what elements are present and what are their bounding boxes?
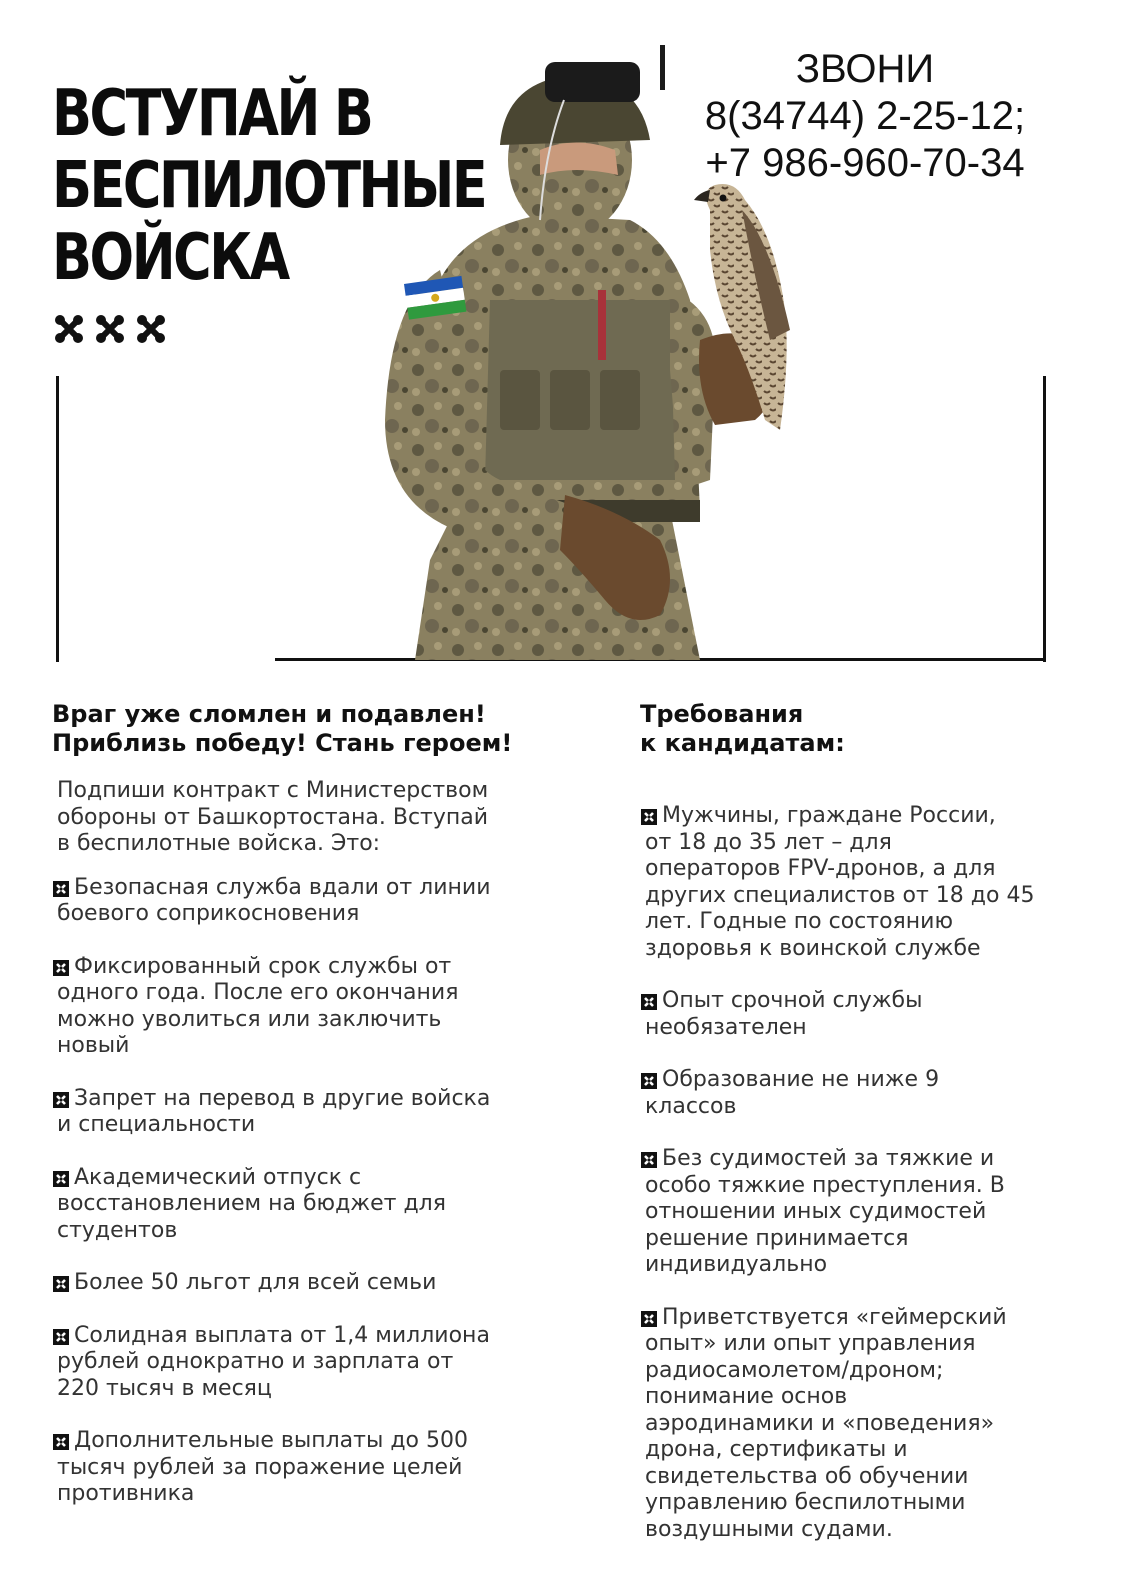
item-line: восстановлением на бюджет для (57, 1191, 446, 1216)
item-line: индивидуально (645, 1252, 828, 1277)
item-line: необязателен (645, 1014, 807, 1040)
requirements-heading (640, 700, 1080, 758)
requirements-column (640, 700, 1080, 1569)
item-line: Солидная выплата от 1,4 миллиона (74, 1322, 490, 1348)
checker-box-icon (52, 1275, 70, 1293)
item-line: можно уволиться или заключить (57, 1006, 442, 1032)
item-line: радиосамолетом/дроном; (645, 1357, 944, 1383)
headline (52, 77, 486, 295)
item-line: лет. Годные по состоянию (645, 909, 953, 934)
benefit-item (52, 1270, 592, 1297)
phone-number[interactable]: +7 986-960-70-34 (705, 141, 1025, 185)
checker-box-icon (640, 808, 658, 826)
benefit-item (52, 954, 592, 1060)
item-line: и специальности (57, 1112, 256, 1137)
item-line: аэродинамики и «поведения» (645, 1410, 995, 1436)
benefit-item (52, 1428, 592, 1508)
checker-box-icon (52, 1091, 70, 1109)
item-line: дрона, сертификаты и (645, 1437, 908, 1462)
requirement-item (640, 1305, 1080, 1544)
intro-line: в беспилотные войска. Это: (57, 831, 381, 856)
phone-number[interactable]: 8(34744) 2-25-12; (704, 94, 1026, 138)
checker-box-icon (640, 1072, 658, 1090)
benefit-item (52, 1165, 592, 1245)
item-line: Запрет на перевод в другие войска (74, 1085, 491, 1111)
requirement-item (640, 803, 1080, 962)
item-line: Фиксированный срок службы от (74, 953, 452, 979)
requirement-item (640, 1067, 1080, 1120)
benefit-item (52, 1323, 592, 1403)
item-line: других специалистов от 18 до 45 (645, 882, 1035, 908)
item-line: тысяч рублей за поражение целей (57, 1454, 463, 1480)
requirement-item (640, 988, 1080, 1041)
item-line: Мужчины, граждане России, (662, 803, 996, 828)
checker-box-icon (52, 959, 70, 977)
item-line: противника (57, 1481, 195, 1506)
checker-box-icon (640, 1151, 658, 1169)
item-line: особо тяжкие преступления. В (645, 1172, 1005, 1198)
item-line: Академический отпуск с (74, 1164, 362, 1190)
checker-box-icon (640, 1310, 658, 1328)
item-line: отношении иных судимостей (645, 1199, 987, 1224)
item-line: рублей однократно и зарплата от (57, 1349, 454, 1374)
item-line: Дополнительные выплаты до 500 (74, 1428, 468, 1453)
item-line: Без судимостей за тяжкие и (662, 1146, 995, 1171)
item-line: от 18 до 35 лет – для (645, 829, 892, 855)
item-line: свидетельства об обучении (645, 1463, 969, 1489)
headline-line: ВОЙСКА (52, 221, 288, 295)
checker-box-icon (640, 993, 658, 1011)
item-line: Более 50 льгот для всей семьи (74, 1270, 437, 1295)
item-line: управлению беспилотными (645, 1490, 966, 1515)
item-line: студентов (57, 1217, 178, 1243)
heading-line: Враг уже сломлен и подавлен! (52, 700, 486, 728)
item-line: воздушными судами. (645, 1516, 893, 1542)
heading-line: к кандидатам: (640, 729, 845, 757)
frame-line (1043, 376, 1046, 662)
intro-line: Подпиши контракт с Министерством (57, 778, 489, 803)
item-line: одного года. После его окончания (57, 980, 459, 1005)
item-line: решение принимается (645, 1225, 909, 1251)
benefits-column (52, 700, 592, 1534)
item-line: новый (57, 1033, 130, 1058)
benefit-item (52, 875, 592, 928)
intro-line: обороны от Башкортостана. Вступай (57, 804, 489, 830)
item-line: Образование не ниже 9 (662, 1067, 940, 1092)
headline-line: ВСТУПАЙ В (52, 77, 372, 151)
item-line: здоровья к воинской службе (645, 935, 981, 961)
benefits-heading (52, 700, 592, 758)
checker-box-icon (52, 1170, 70, 1188)
item-line: понимание основ (645, 1384, 848, 1409)
item-line: опыт» или опыт управления (645, 1331, 976, 1356)
checker-box-icon (52, 1328, 70, 1346)
item-line: 220 тысяч в месяц (57, 1375, 272, 1401)
headline-line: БЕСПИЛОТНЫЕ (52, 149, 486, 223)
requirement-item (640, 1146, 1080, 1279)
heading-line: Приблизь победу! Стань героем! (52, 729, 513, 757)
frame-line (56, 376, 59, 662)
intro-text (57, 778, 592, 858)
checker-box-icon (52, 1433, 70, 1451)
item-line: операторов FPV-дронов, а для (645, 856, 996, 881)
call-label: ЗВОНИ (795, 47, 935, 91)
heading-line: Требования (640, 700, 804, 728)
item-line: Безопасная служба вдали от линии (74, 874, 491, 900)
item-line: Приветствуется «геймерский (662, 1304, 1007, 1330)
benefit-item (52, 1086, 592, 1139)
item-line: классов (645, 1093, 737, 1119)
item-line: боевого соприкосновения (57, 901, 360, 926)
x-ornament-icon (52, 312, 172, 346)
soldier-with-falcon-image (370, 40, 820, 660)
item-line: Опыт срочной службы (662, 988, 923, 1013)
checker-box-icon (52, 880, 70, 898)
